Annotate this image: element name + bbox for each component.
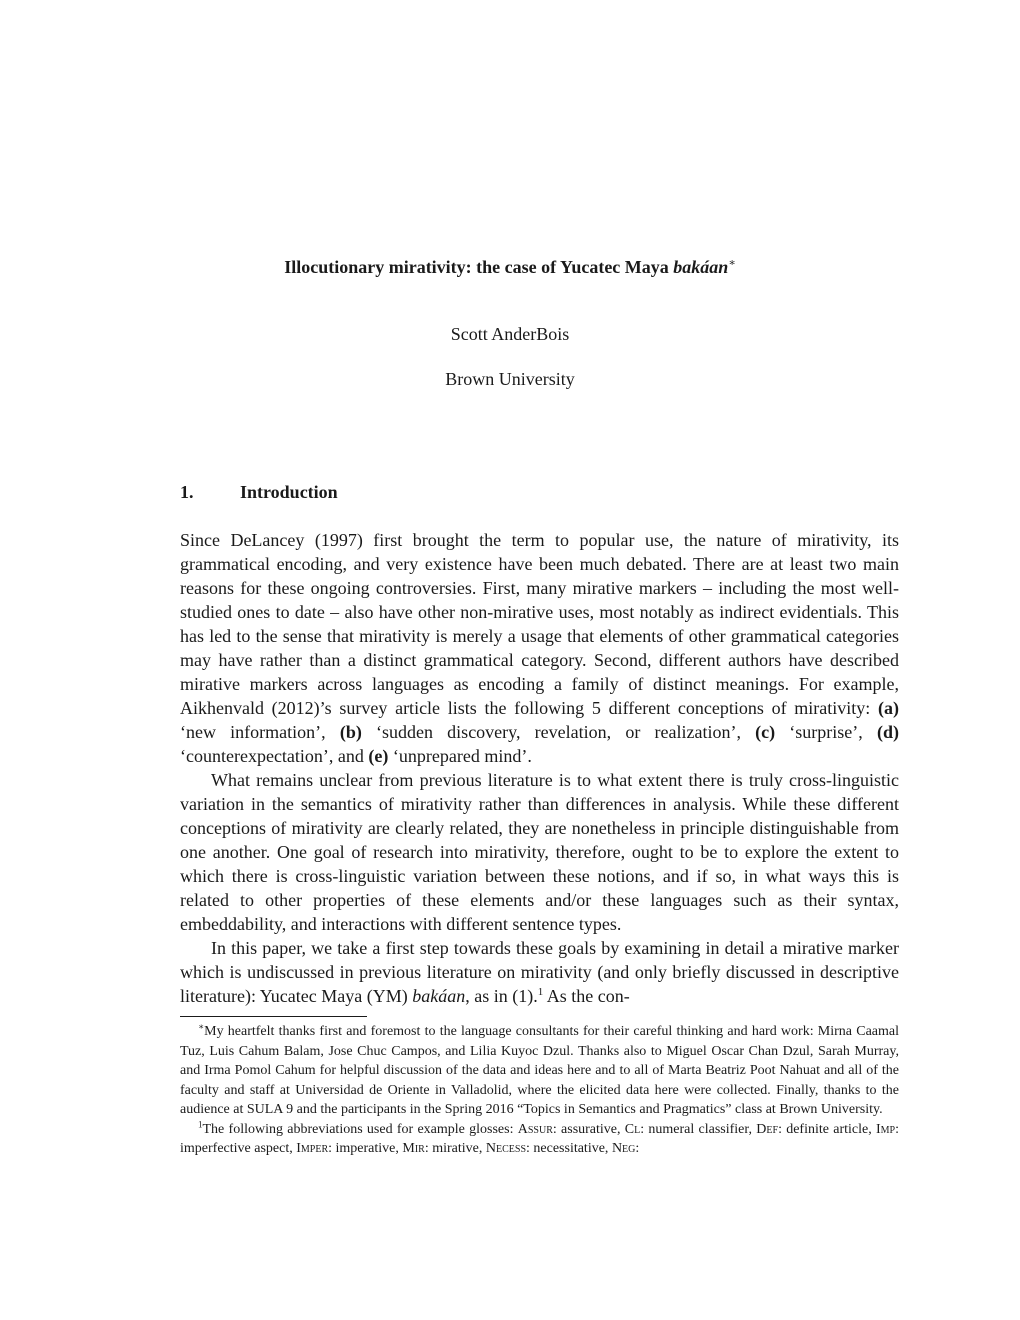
paragraph-1 — [180, 528, 899, 768]
paragraph-3 — [180, 936, 899, 1008]
abbr-code: Imp — [876, 1121, 896, 1137]
footnote-divider — [180, 1016, 367, 1017]
section-title: Introduction — [240, 482, 338, 502]
list-item-c: ‘surprise’, — [775, 722, 877, 742]
section-number: 1. — [180, 482, 194, 502]
abbr-gloss: : definite article, — [778, 1121, 876, 1137]
footnote-star-text: My heartfelt thanks first and foremost to the language consultants for their careful thinking and hard work: Mirna Caamal Tuz, Luis Cahum Balam, Jose Chuc Campos, and Lilia Kuyoc Dzul. Thanks also to Miguel Oscar Chan Dzul, Sarah Murray, and Irma Pomol Cahum for helpful discussion of the data and ideas here and to all of Marta Beatriz Poot Nahuat and all of the faculty and staff at Universidad de Oriente in Valladolid, where the elicited data here were collected. Finally, thanks to the audience at SULA 9 and the participants in the Spring 2016 “Topics in Semantics and Pragmatics” class at Brown University. — [180, 1024, 899, 1117]
paragraph-2: What remains unclear from previous literature is to what extent there is truly cross-linguistic variation in the semantics of mirativity rather than differences in analysis. While these different conceptions of mirativity are clearly related, they are nonetheless in principle distinguishable from one another. One goal of research into mirativity, therefore, ought to be to explore the extent to which there is cross-linguistic variation between these notions, and if so, in what ways this is related to other properties of these elements and/or these languages such as their syntax, embeddability, and interactions with different sentence types. — [180, 770, 899, 934]
footnote-1-text: The following abbreviations used for example glosses: — [202, 1121, 518, 1137]
author-name: Scott AnderBois — [450, 324, 570, 344]
abbr-gloss: : assurative, — [552, 1121, 625, 1137]
title-footnote-mark: ∗ — [728, 257, 736, 269]
list-item-b: ‘sudden discovery, revelation, or realization’, — [361, 722, 756, 742]
title-italic-word: bakáan — [673, 257, 729, 277]
paragraph-1-text: Since DeLancey (1997) first brought the term to popular use, the nature of mirativity, its grammatical encoding, and very existence have been much debated. There are at least two main reasons for these ongoing controversies. First, many mirative markers – including the most well-studied ones to date – also have other non-mirative uses, most notably as indirect evidentials. This has led to the sense that mirativity is merely a usage that elements of other grammatical categories may have rather than a distinct grammatical category. Second, different authors have described mirative markers across languages as encoding a family of distinct meanings. For example, Aikhenvald (2012)’s survey article lists the following 5 different conceptions of mirativity: — [180, 530, 899, 718]
abbr-code: Neg — [611, 1141, 636, 1156]
footnotes — [180, 1022, 899, 1159]
list-label-a: (a) — [878, 698, 899, 718]
paragraph-3-text: In this paper, we take a first step towards these goals by examining in detail a mirative marker which is undiscussed in previous literature on mirativity (and only briefly discussed in descriptive literature): Yucatec Maya (YM) — [180, 938, 899, 1006]
list-label-e: (e) — [368, 746, 389, 766]
abbr-code: Mir — [402, 1141, 425, 1156]
list-label-b: (b) — [339, 722, 362, 742]
footnote-ref-1: 1 — [537, 986, 544, 998]
author-affiliation: Brown University — [445, 369, 575, 389]
list-label-c: (c) — [755, 722, 776, 742]
abbr-code: Cl — [624, 1121, 641, 1137]
abbr-code: Necess — [485, 1141, 527, 1156]
body-text — [180, 528, 899, 1008]
footnote-1 — [180, 1120, 899, 1159]
abbr-code: Assur — [517, 1121, 553, 1137]
paragraph-3-italic-word: bakáan — [412, 986, 466, 1006]
list-item-d: ‘counterexpectation’, and — [180, 746, 369, 766]
section-heading — [180, 481, 338, 503]
abbr-gloss: : numeral classifier, — [640, 1121, 757, 1137]
abbr-gloss: : necessitative, — [526, 1141, 612, 1156]
abbr-gloss: : imperative, — [328, 1141, 403, 1156]
abbr-gloss: : mirative, — [424, 1141, 486, 1156]
footnote-star — [180, 1022, 899, 1120]
abbr-gloss: : — [635, 1141, 640, 1156]
paragraph-3-end: As the con- — [543, 986, 630, 1006]
abbr-gloss: : imperfective aspect, — [180, 1121, 900, 1156]
title-text: Illocutionary mirativity: the case of Yucatec Maya — [284, 257, 674, 277]
paragraph-3-mid: , as in (1). — [465, 986, 538, 1006]
list-label-d: (d) — [876, 722, 899, 742]
list-item-a: ‘new information’, — [180, 722, 340, 742]
abbr-code: Def — [756, 1121, 779, 1137]
footnote-star-mark: ∗ — [198, 1021, 205, 1032]
paper-title — [0, 252, 1020, 278]
abbr-code: Imper — [296, 1141, 329, 1156]
footnote-1-mark: 1 — [198, 1118, 203, 1129]
list-item-e: ‘unprepared mind’. — [388, 746, 532, 766]
